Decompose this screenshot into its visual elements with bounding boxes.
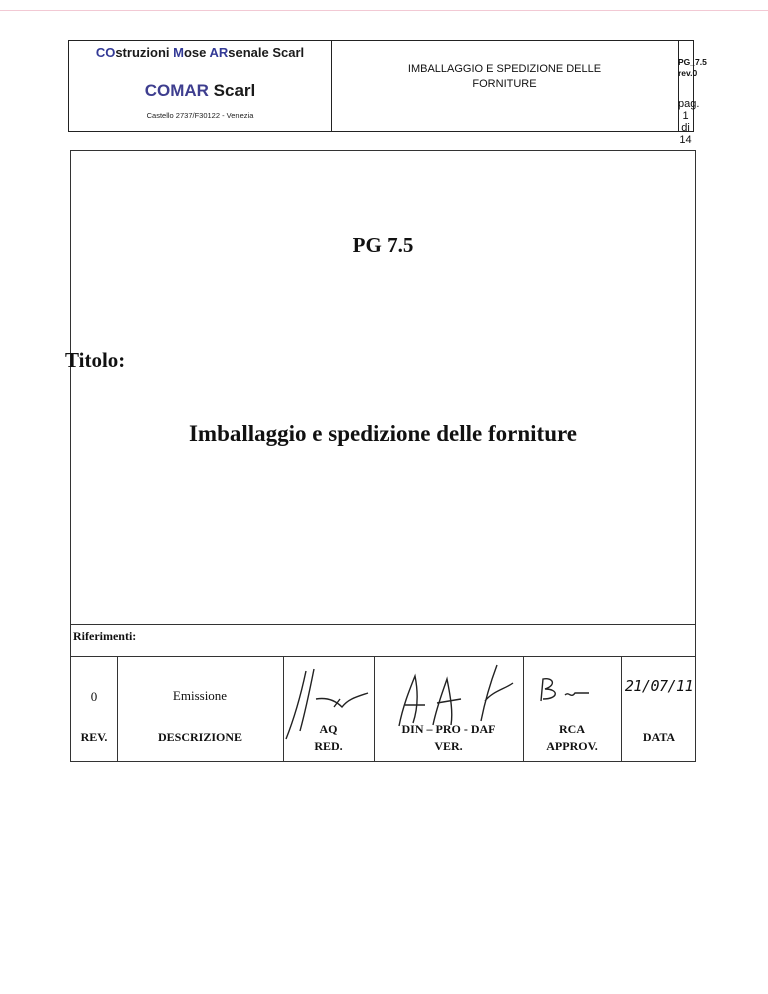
date-header: DATA xyxy=(642,730,676,744)
company-logo: COMAR Scarl xyxy=(144,81,256,100)
procedure-code: PG 7.5 xyxy=(352,233,414,257)
signature-approv xyxy=(533,673,593,705)
title-label: Titolo: xyxy=(65,348,126,372)
doc-code-block xyxy=(678,41,707,146)
references-label: Riferimenti: xyxy=(73,629,137,643)
revision-table-top xyxy=(71,656,695,657)
description-header: DESCRIZIONE xyxy=(157,730,243,744)
references-divider xyxy=(71,624,695,625)
page-top-rule xyxy=(0,10,768,11)
signature-red xyxy=(276,659,376,749)
signature-ver xyxy=(381,661,526,736)
document-title: Imballaggio e spedizione delle forniture xyxy=(188,421,577,446)
red-header: AQ RED. xyxy=(314,722,343,753)
header-doc-title: IMBALLAGGIO E SPEDIZIONE DELLE FORNITURE xyxy=(407,63,602,90)
rev-number: 0 xyxy=(90,689,98,704)
approv-header: RCA APPROV. xyxy=(546,722,598,753)
ver-header: DIN – PRO - DAF VER. xyxy=(401,722,496,753)
rev-description: Emissione xyxy=(172,688,228,703)
company-name: COstruzioni Mose ARsenale Scarl xyxy=(95,45,305,60)
company-address: Castello 2737/F30122 - Venezia xyxy=(146,111,254,120)
company-block xyxy=(69,41,332,131)
doc-title-block xyxy=(331,41,679,131)
document-header xyxy=(68,40,707,146)
rev-header: REV. xyxy=(80,730,108,744)
approval-date: 21/07/11 xyxy=(624,677,694,695)
cover-frame xyxy=(65,150,696,762)
doc-code: PG_7.5 rev.0 xyxy=(678,57,707,78)
page-number: pag. 1 di 14 xyxy=(678,98,700,146)
